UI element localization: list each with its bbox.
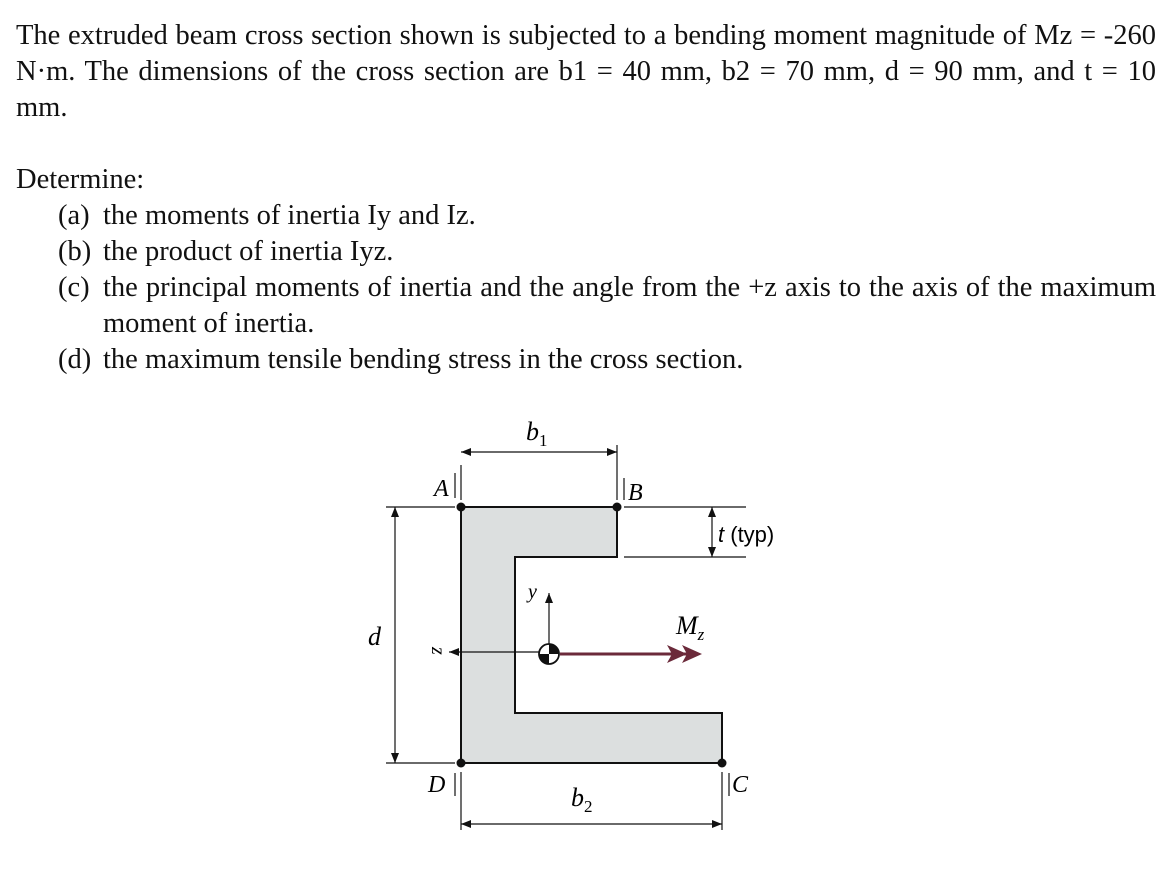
part-text: the principal moments of inertia and the angle from the +z axis to the axis of the maximum moment of inertia.: [103, 272, 1156, 339]
z-axis-label: z: [427, 647, 449, 655]
d-dimension: [368, 507, 455, 763]
part-label: (a): [58, 200, 90, 231]
point-a-marker: [457, 503, 466, 512]
point-b-label: B: [628, 480, 643, 506]
point-c-marker: [718, 759, 727, 768]
point-b-marker: [613, 503, 622, 512]
point-d-label: D: [428, 772, 446, 798]
point-d-marker: [457, 759, 466, 768]
point-a-label: A: [434, 476, 449, 502]
part-label: (c): [58, 272, 90, 303]
t-dimension: [624, 507, 774, 557]
d-label: d: [368, 622, 381, 651]
moment-label: $M_z$: [676, 611, 705, 644]
part-label: (d): [58, 344, 92, 375]
b2-label: $b_2$: [571, 783, 593, 816]
part-text: the product of inertia Iyz.: [103, 236, 394, 267]
b1-dimension: [461, 417, 617, 500]
b2-dimension: [461, 772, 722, 830]
part-text: the moments of inertia Iy and Iz.: [103, 200, 476, 231]
part-text: the maximum tensile bending stress in the cross section.: [103, 344, 744, 375]
determine-heading: Determine:: [16, 164, 145, 195]
y-axis-label: y: [528, 581, 537, 603]
moment-vector: [560, 611, 705, 663]
t-typ-label: t (typ): [718, 522, 775, 547]
problem-statement: The extruded beam cross section shown is subjected to a bending moment magnitude of Mz = -260 N·m. The dimensions of the cross section are b1 = 40 mm, b2 = 70 mm, d = 90 mm, and t = 10 mm.: [16, 20, 1156, 123]
centroid-symbol: [539, 644, 559, 664]
point-c-label: C: [732, 772, 749, 798]
part-label: (b): [58, 236, 92, 267]
b1-label: $b_1$: [526, 417, 548, 450]
